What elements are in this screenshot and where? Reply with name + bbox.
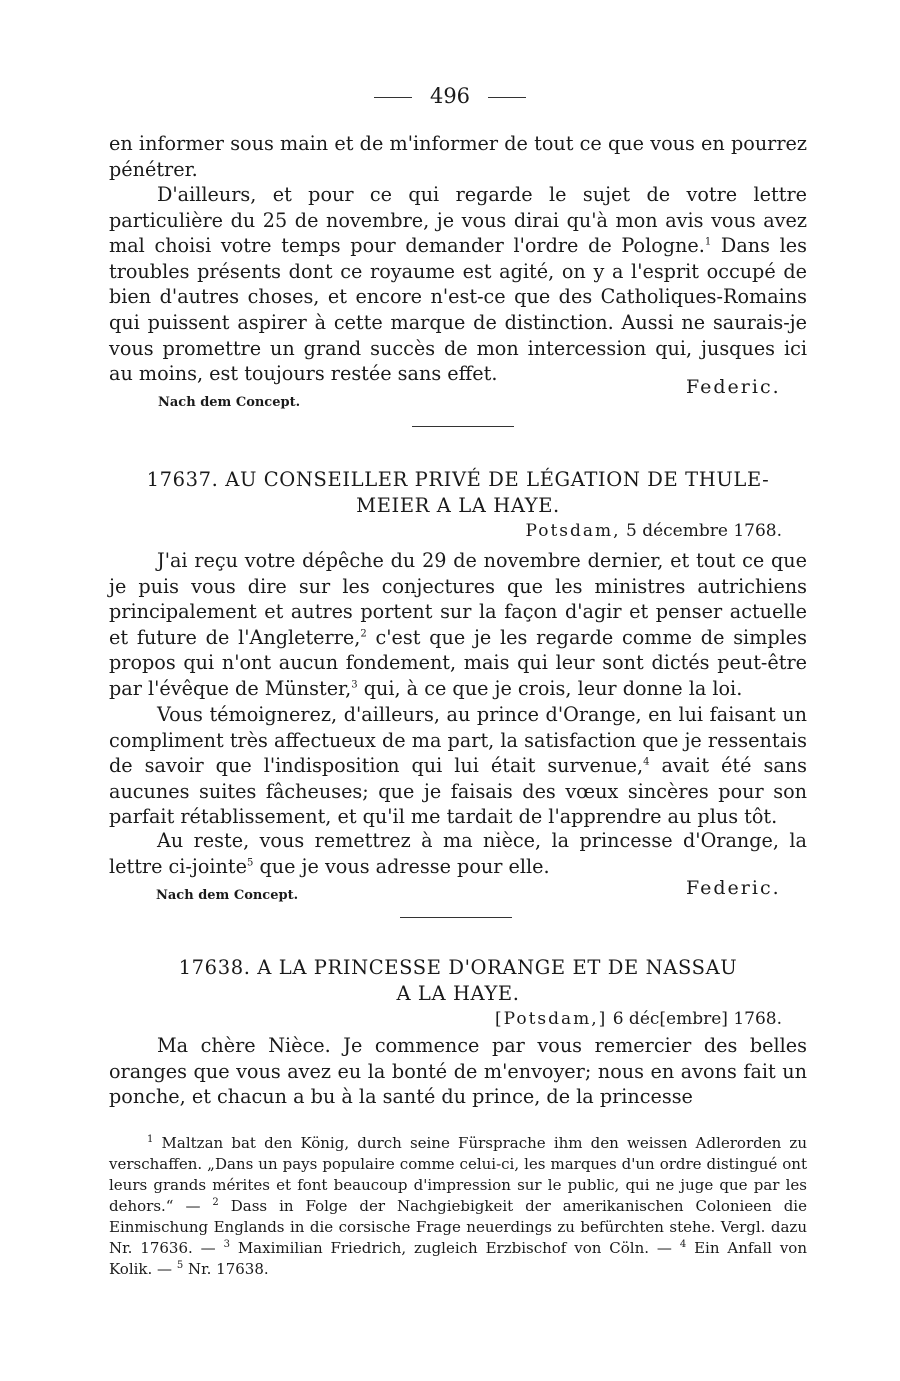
- letter2-date: 5 décembre 1768.: [620, 521, 782, 541]
- letter2-paragraph-1-text-b: c'est que je les regarde comme de simples propos qui n'ont aucun fondement, mais qui leur sont dictés peut-être par l'évêque de Münster,: [109, 625, 807, 700]
- footnote-ref-2: 2: [360, 628, 367, 640]
- letter2-paragraph-1-text-a: J'ai reçu votre dépêche du 29 de novembre dernier, et tout ce que je puis vous dire sur les conjectures que les ministres autrichiens principalement et autres portent sur la façon d'agir et penser actuelle et future de l'Angleterre,: [109, 549, 807, 649]
- page-number-dash-right: [488, 97, 526, 98]
- letter2-dateline: [525, 521, 782, 541]
- footnotes: [109, 1133, 807, 1280]
- footnote-5: Nr. 17638.: [183, 1260, 269, 1278]
- letter1-source: Nach dem Concept.: [158, 395, 301, 410]
- letter2-paragraph-3-text-b: que je vous adresse pour elle.: [253, 854, 550, 878]
- letter3-heading-line-1: 17638. A LA PRINCESSE D'ORANGE ET DE NASSAU: [178, 956, 738, 979]
- footnote-1: Maltzan bat den König, durch seine Fürsprache ihm den weissen Adlerorden zu verschaffen. „Dans un pays populaire comme celui-ci, les marques d'un ordre distingué ont leurs grands mérites et font beaucoup d'impression sur le public, qui ne juge que par les dehors.“ —: [109, 1134, 807, 1215]
- letter3-dateline: [495, 1009, 782, 1029]
- letter2-date-place: Potsdam,: [525, 521, 621, 541]
- letter2-paragraph-2-text-b: avait été sans aucunes suites fâcheuses; que je faisais des vœux sincères pour son parfait rétablissement, et qu'il me tardait de l'apprendre au plus tôt.: [109, 754, 807, 829]
- letter2-heading: [109, 467, 807, 519]
- letter3-paragraph-1: Ma chère Nièce. Je commence par vous remercier des belles oranges que vous avez eu la bonté de m'envoyer; nous en avons fait un ponche, et chacun a bu à la santé du prince, de la princesse: [109, 1034, 807, 1109]
- letter1-paragraph-1: en informer sous main et de m'informer de tout ce que vous en pourrez pénétrer.: [109, 132, 807, 181]
- letter1-paragraph-2-text-a: D'ailleurs, et pour ce qui regarde le sujet de votre lettre particulière du 25 de novembre, je vous dirai qu'à mon avis vous avez mal choisi votre temps pour demander l'ordre de Pologne.: [109, 183, 807, 258]
- letter2-heading-line-1: 17637. AU CONSEILLER PRIVÉ DE LÉGATION DE THULE-: [146, 468, 770, 491]
- letter2-paragraph-1-text-c: qui, à ce que je crois, leur donne la loi.: [357, 676, 743, 700]
- footnote-4: Ein Anfall von Kolik. —: [109, 1239, 807, 1278]
- footnote-2: Dass in Folge der Nachgiebigkeit der amerikanischen Colonieen die Einmischung Englands in die corsische Frage neuerdings zu befürchten stehe. Vergl. dazu Nr. 17636. —: [109, 1197, 807, 1257]
- footnote-3: Maximilian Friedrich, zugleich Erzbischof von Cöln. —: [229, 1239, 672, 1257]
- footnote-ref-5: 5: [246, 857, 254, 869]
- section-divider-2: [400, 917, 512, 918]
- footnote-mark-5: 5: [176, 1260, 184, 1271]
- letter2-heading-line-2: MEIER A LA HAYE.: [356, 494, 560, 517]
- letter2-signature: Federic.: [686, 877, 781, 899]
- letter3-heading-line-2: A LA HAYE.: [396, 982, 520, 1005]
- section-divider-1: [412, 426, 514, 427]
- letter3-date: 6 déc[embre] 1768.: [607, 1009, 782, 1029]
- footnote-mark-1: 1: [147, 1134, 154, 1145]
- letter2-paragraph-3-text-a: Au reste, vous remettrez à ma nièce, la princesse d'Orange, la lettre ci-jointe: [109, 829, 807, 878]
- letter3-heading: [109, 955, 807, 1007]
- footnote-ref-1: 1: [704, 236, 712, 248]
- letter1-paragraph-2: [109, 182, 807, 387]
- footnote-ref-4: 4: [643, 756, 650, 768]
- footnote-ref-3: 3: [351, 679, 358, 691]
- page-number: [0, 84, 900, 108]
- letter2-paragraph-2: [109, 702, 807, 830]
- letter2-source: Nach dem Concept.: [156, 888, 299, 903]
- letter3-date-place: [Potsdam,]: [494, 1009, 608, 1029]
- footnote-mark-2: 2: [212, 1197, 219, 1208]
- letter1-paragraph-2-text-b: Dans les troubles présents dont ce royaume est agité, on y a l'esprit occupé de bien d'autres choses, et encore n'est-ce que des Catholiques-Romains qui puissent aspirer à cette marque de distinction. Aussi ne saurais-je vous promettre un grand succès de mon intercession qui, jusques ici au moins, est toujours restée sans effet.: [109, 234, 807, 386]
- letter1-signature: Federic.: [686, 376, 781, 398]
- letter2-paragraph-3: [109, 828, 807, 879]
- footnote-mark-3: 3: [223, 1239, 230, 1250]
- letter2-paragraph-2-text-a: Vous témoignerez, d'ailleurs, au prince d'Orange, en lui faisant un compliment très affectueux de ma part, la satisfaction que je ressentais de savoir que l'indisposition qui lui était survenue,: [109, 703, 807, 778]
- page-number-dash-left: [374, 97, 412, 98]
- footnote-mark-4: 4: [679, 1239, 687, 1250]
- letter2-paragraph-1: [109, 548, 807, 702]
- page-number-text: 496: [429, 84, 471, 108]
